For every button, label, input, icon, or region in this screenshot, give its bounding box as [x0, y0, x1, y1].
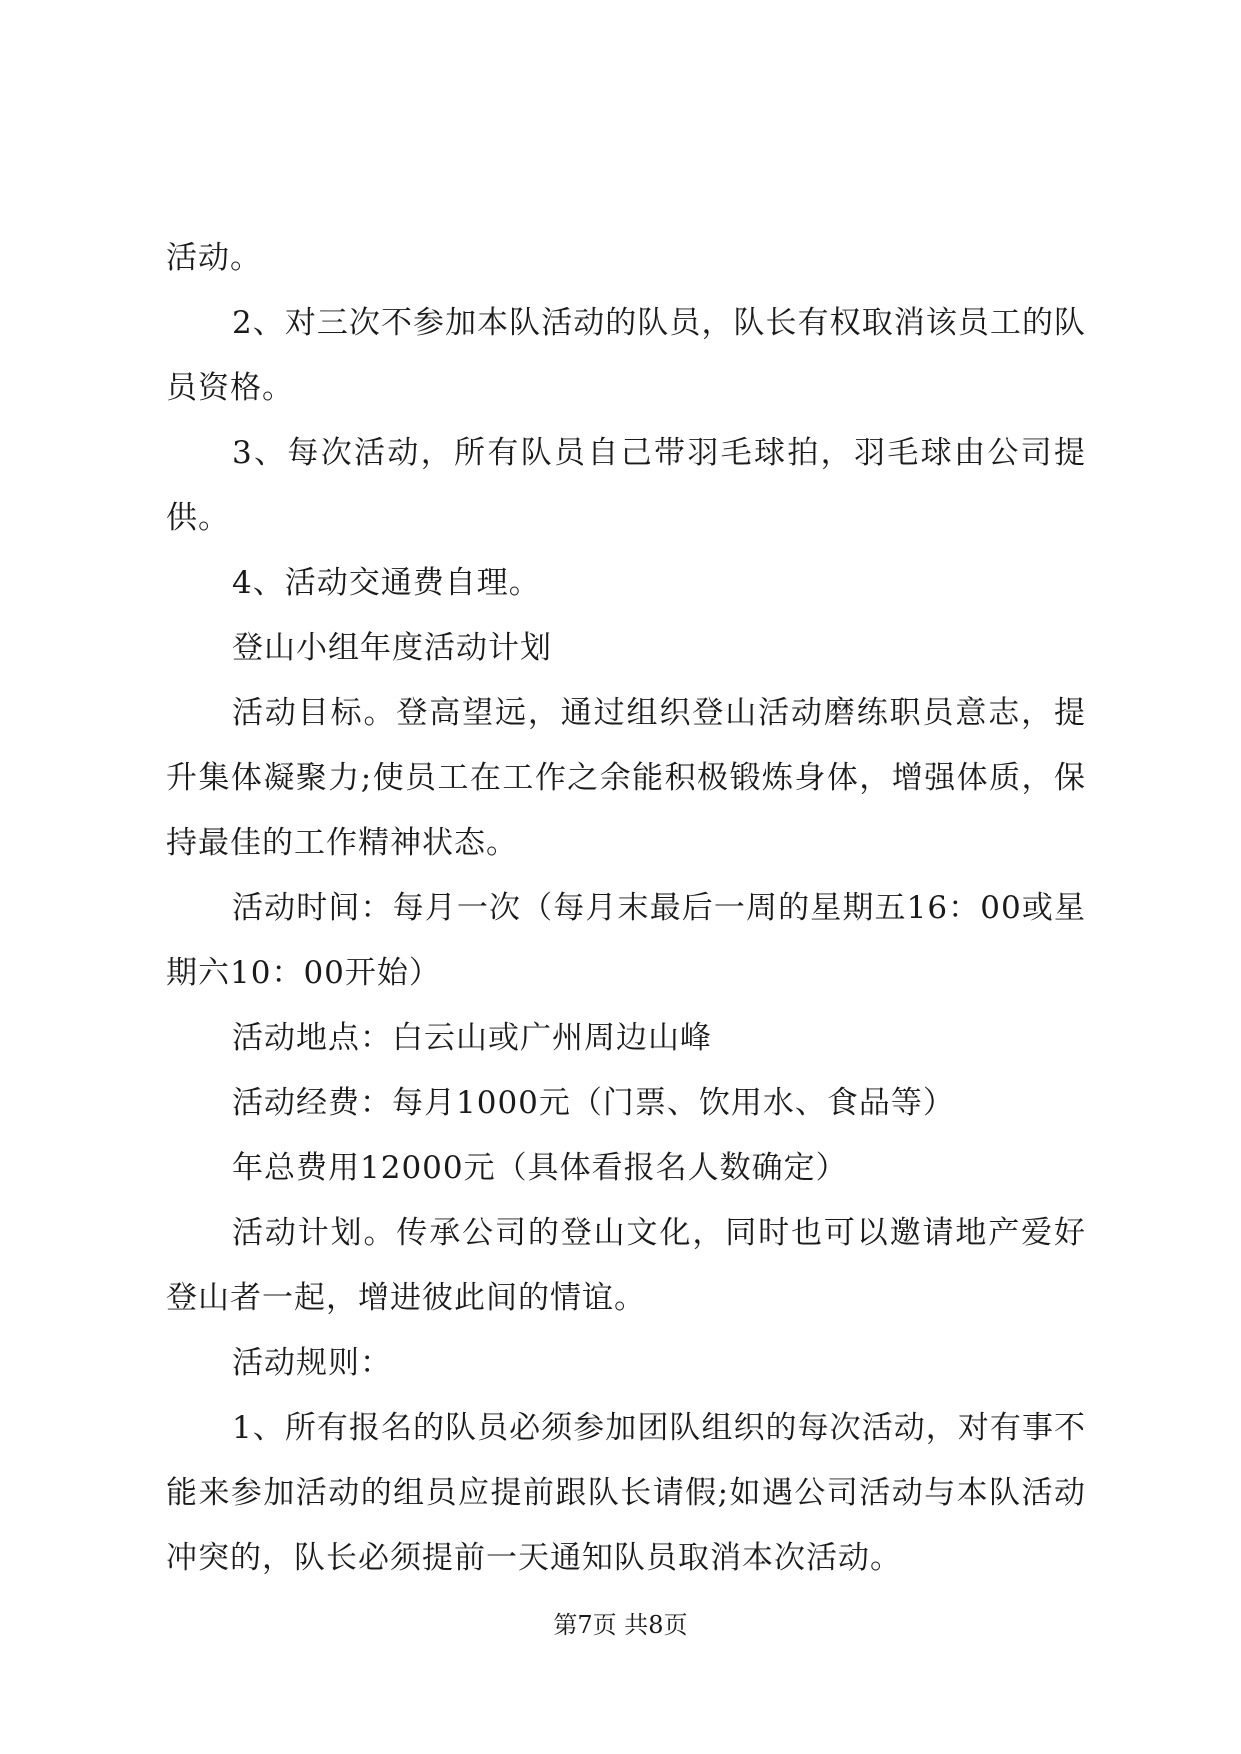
- section-heading: 登山小组年度活动计划: [232, 630, 552, 666]
- rule-item-2: 2、对三次不参加本队活动的队员，队长有权取消该员工的队员资格。: [166, 305, 1086, 406]
- paragraph-continuation: 活动。: [166, 240, 262, 276]
- document-body: [166, 226, 1086, 1591]
- rule-item-4: 4、活动交通费自理。: [232, 565, 541, 601]
- activity-location: 活动地点：白云山或广州周边山峰: [232, 1020, 712, 1056]
- activity-plan: 活动计划。传承公司的登山文化，同时也可以邀请地产爱好登山者一起，增进彼此间的情谊。: [166, 1215, 1086, 1316]
- rule-item-1: 1、所有报名的队员必须参加团队组织的每次活动，对有事不能来参加活动的组员应提前跟队长请假;如遇公司活动与本队活动冲突的，队长必须提前一天通知队员取消本次活动。: [166, 1410, 1086, 1576]
- activity-budget: 活动经费：每月1000元（门票、饮用水、食品等）: [232, 1085, 955, 1121]
- rule-item-3: 3、每次活动，所有队员自己带羽毛球拍，羽毛球由公司提供。: [166, 435, 1086, 536]
- activity-goal: 活动目标。登高望远，通过组织登山活动磨练职员意志，提升集体凝聚力;使员工在工作之余能积极锻炼身体，增强体质，保持最佳的工作精神状态。: [166, 695, 1086, 861]
- activity-rules-heading: 活动规则：: [232, 1345, 392, 1381]
- page-number: 第7页 共8页: [553, 1611, 688, 1639]
- activity-time: 活动时间：每月一次（每月末最后一周的星期五16：00或星期六10：00开始）: [166, 890, 1086, 991]
- annual-cost: 年总费用12000元（具体看报名人数确定）: [232, 1150, 848, 1186]
